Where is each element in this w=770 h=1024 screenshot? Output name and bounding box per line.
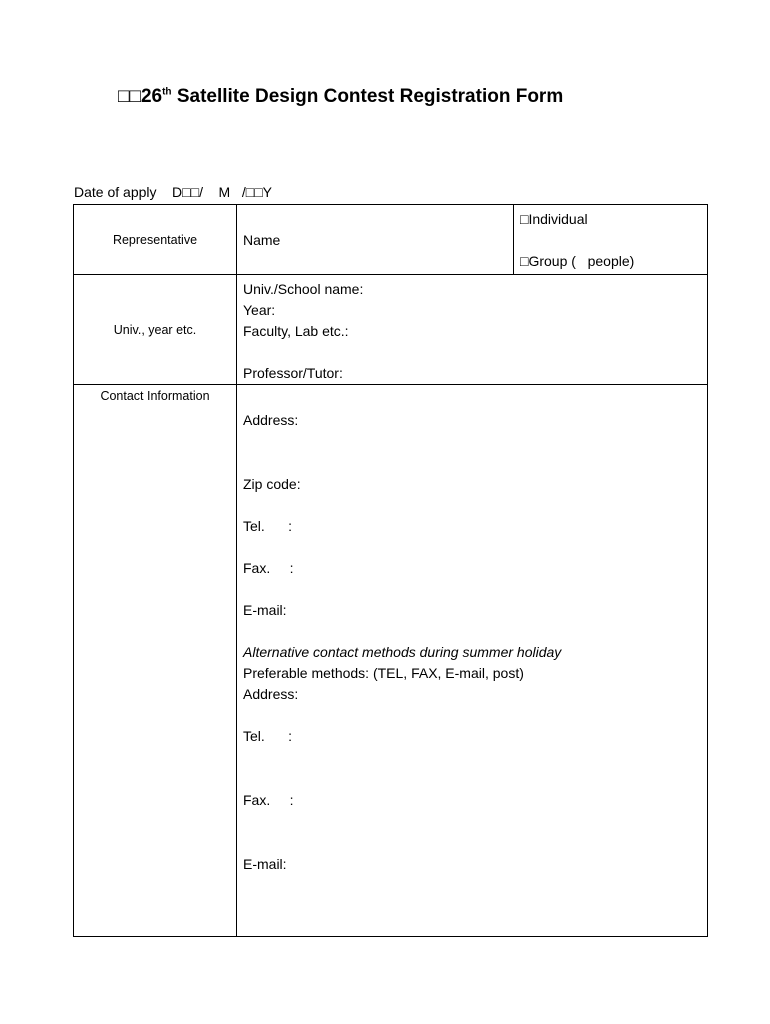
representative-label-cell (74, 205, 237, 275)
university-label: Univ., year etc. (113, 322, 197, 337)
name-field[interactable] (237, 205, 514, 275)
preferable-methods-label: Preferable methods: (TEL, FAX, E-mail, post) (243, 665, 524, 681)
participation-type-cell (514, 205, 708, 275)
representative-row (74, 205, 708, 275)
university-field[interactable] (237, 275, 708, 385)
title-text: Satellite Design Contest Registration Form (171, 86, 564, 107)
address-label: Address: (243, 412, 299, 428)
school-name-label: Univ./School name: (243, 281, 364, 297)
professor-label: Professor/Tutor: (243, 365, 343, 381)
alt-fax-label: Fax. : (243, 792, 294, 808)
name-label: Name (243, 232, 281, 248)
date-of-apply: Date of apply D□□/ M /□□Y (74, 184, 272, 200)
group-checkbox[interactable]: □Group ( people) (520, 253, 635, 269)
contact-field[interactable] (237, 385, 708, 937)
contact-label: Contact Information (100, 389, 210, 403)
email-label: E-mail: (243, 602, 287, 618)
university-label-cell (74, 275, 237, 385)
alt-contact-heading: Alternative contact methods during summer holiday (243, 644, 562, 660)
alt-tel-label: Tel. : (243, 728, 293, 744)
individual-checkbox[interactable]: □Individual (520, 211, 588, 227)
alt-address-label: Address: (243, 686, 299, 702)
faculty-label: Faculty, Lab etc.: (243, 323, 349, 339)
year-label: Year: (243, 302, 276, 318)
alt-email-label: E-mail: (243, 856, 287, 872)
title-prefix: □□26 (118, 86, 163, 107)
registration-table (73, 204, 708, 937)
representative-label: Representative (112, 232, 198, 247)
zip-code-label: Zip code: (243, 476, 301, 492)
contact-label-cell (74, 385, 237, 937)
title-ordinal-suffix: th (162, 86, 172, 98)
fax-label: Fax. : (243, 560, 294, 576)
tel-label: Tel. : (243, 518, 293, 534)
contact-row (74, 385, 708, 937)
form-title (118, 86, 563, 108)
university-row (74, 275, 708, 385)
